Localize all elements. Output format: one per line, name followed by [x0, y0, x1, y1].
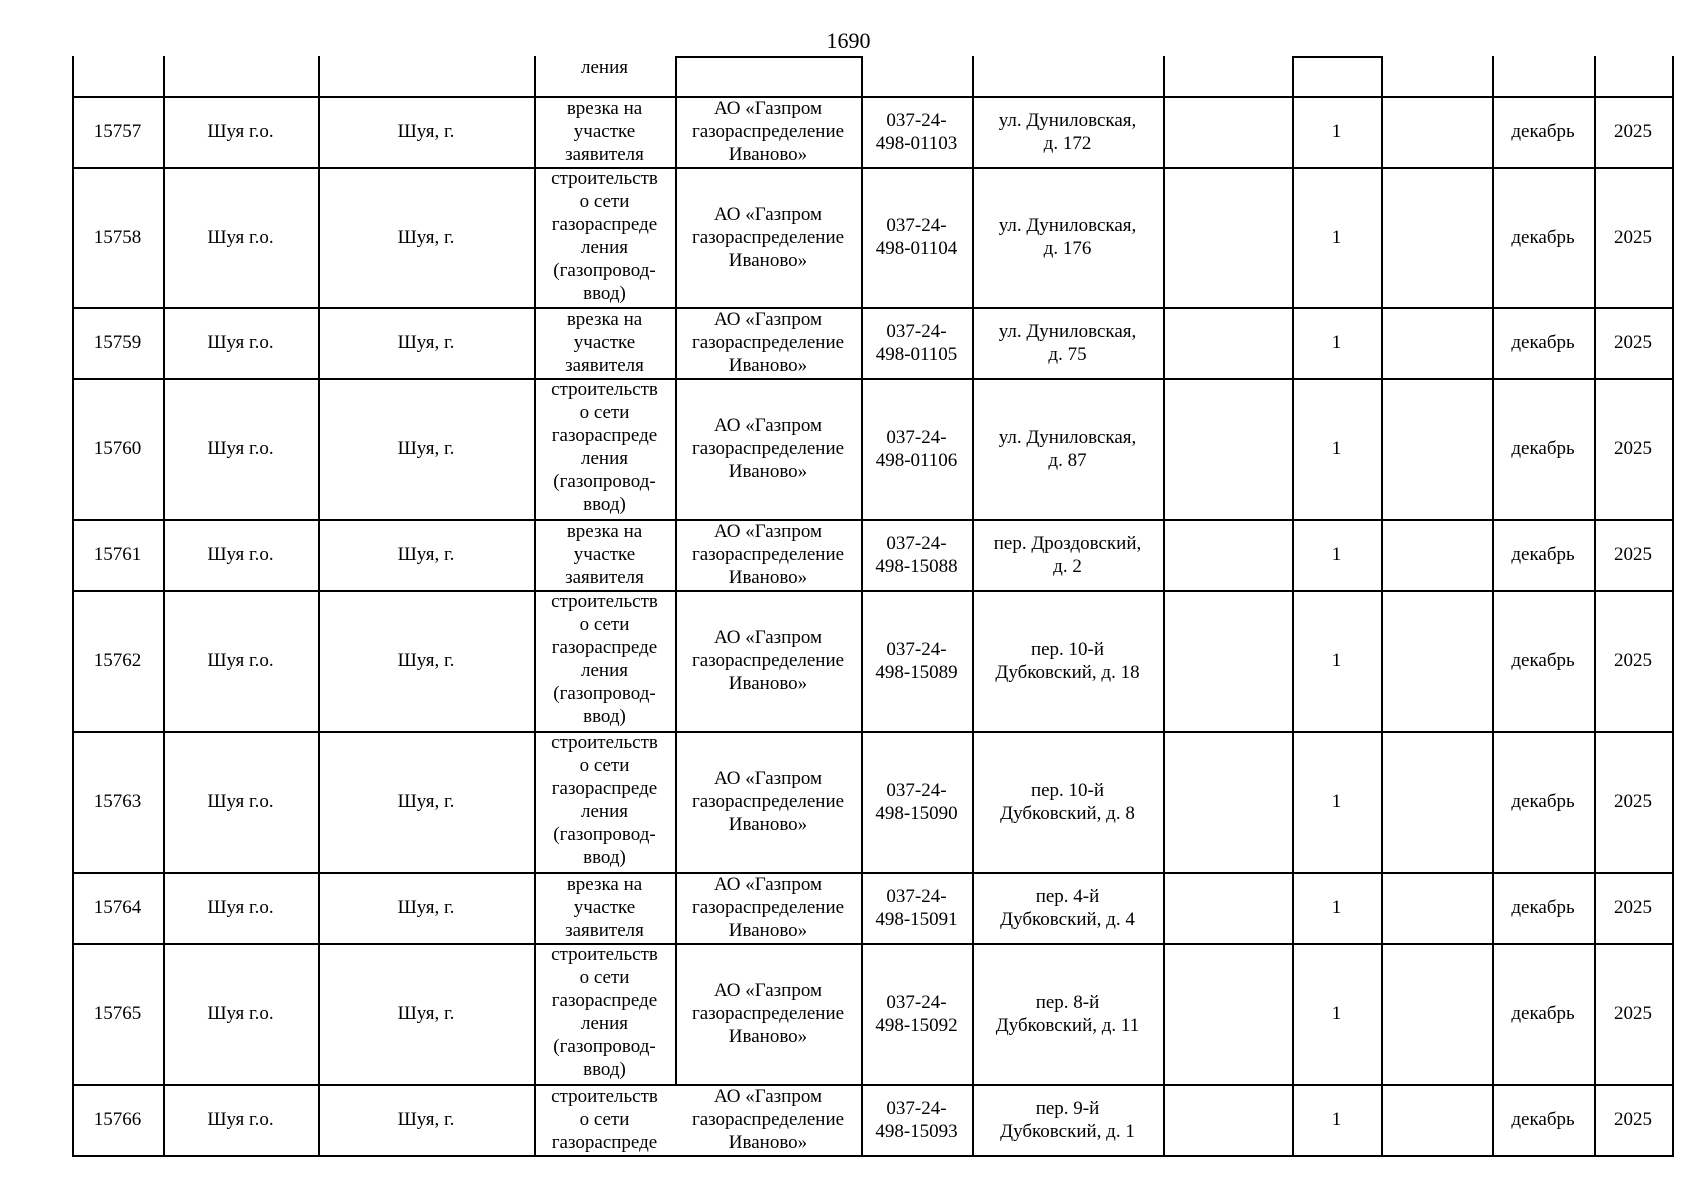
- cell-code: 037-24- 498-15089: [875, 638, 958, 683]
- cell-work-type: врезка на участке заявителя: [565, 309, 644, 376]
- cell-num: 15759: [93, 332, 142, 353]
- cell-district: Шуя г.о.: [207, 1003, 274, 1024]
- cell-org: АО «Газпром газораспределение Иваново»: [691, 768, 845, 835]
- cell-district: Шуя г.о.: [207, 650, 274, 671]
- cell-settlement: Шуя, г.: [397, 897, 455, 918]
- cell-work-type: строительств о сети газораспреде: [551, 1086, 658, 1153]
- cell-qty: 1: [1331, 650, 1342, 671]
- cell-work-type: строительств о сети газораспреде ления (газопровод- ввод): [551, 944, 658, 1080]
- cell-code: 037-24- 498-15093: [875, 1097, 958, 1142]
- cell-qty: 1: [1331, 1003, 1342, 1024]
- cell-work-type: строительств о сети газораспреде ления (газопровод- ввод): [551, 591, 658, 727]
- cell-num: 15763: [93, 791, 142, 812]
- cell-address: ул. Дуниловская, д. 87: [998, 426, 1137, 471]
- cell-address: пер. 10-й Дубковский, д. 18: [995, 638, 1140, 683]
- cell-year: 2025: [1614, 650, 1652, 671]
- cell-work-type: строительств о сети газораспреде ления (газопровод- ввод): [551, 732, 658, 868]
- cell-org: АО «Газпром газораспределение Иваново»: [691, 1086, 845, 1153]
- cell-address: пер. 8-й Дубковский, д. 11: [995, 991, 1140, 1036]
- cell-address: ул. Дуниловская, д. 172: [998, 109, 1137, 154]
- cell-district: Шуя г.о.: [207, 438, 274, 459]
- cell-month: декабрь: [1511, 1109, 1575, 1130]
- cell-num: 15766: [93, 1109, 142, 1130]
- cell-district: Шуя г.о.: [207, 226, 274, 248]
- cell-address: пер. 4-й Дубковский, д. 4: [1000, 885, 1135, 930]
- cell-org: АО «Газпром газораспределение Иваново»: [691, 627, 845, 694]
- cell-num: 15761: [93, 544, 142, 565]
- cell-settlement: Шуя, г.: [397, 438, 455, 459]
- cell-org: АО «Газпром газораспределение Иваново»: [691, 874, 845, 941]
- cell-district: Шуя г.о.: [207, 1109, 274, 1130]
- cell-settlement: Шуя, г.: [397, 332, 455, 353]
- cell-code: 037-24- 498-15092: [875, 991, 958, 1036]
- cell-work-type: строительств о сети газораспреде ления (газопровод- ввод): [551, 168, 658, 304]
- cell-address: пер. 10-й Дубковский, д. 8: [1000, 779, 1135, 824]
- cell-code: 037-24- 498-15091: [875, 885, 958, 930]
- cell-year: 2025: [1614, 544, 1652, 565]
- cell-month: декабрь: [1511, 544, 1575, 565]
- cell-code: 037-24- 498-15090: [875, 779, 958, 824]
- cell-work-type: врезка на участке заявителя: [565, 98, 644, 165]
- cell-work-type: строительств о сети газораспреде ления (газопровод- ввод): [551, 379, 658, 515]
- cell-district: Шуя г.о.: [207, 332, 274, 353]
- cell-address: ул. Дуниловская, д. 75: [998, 320, 1137, 365]
- cell-num: 15762: [93, 650, 142, 671]
- cell-month: декабрь: [1511, 121, 1575, 142]
- cell-month: декабрь: [1511, 1003, 1575, 1024]
- cell-month: декабрь: [1511, 650, 1575, 671]
- cell-qty: 1: [1331, 226, 1342, 248]
- cell-settlement: Шуя, г.: [397, 1003, 455, 1024]
- page-number: 1690: [826, 28, 871, 53]
- column-border: [1381, 56, 1383, 1157]
- cell-settlement: Шуя, г.: [397, 544, 455, 565]
- cell-num: 15760: [93, 438, 142, 459]
- cell-org: АО «Газпром газораспределение Иваново»: [691, 98, 845, 165]
- row-border: [675, 56, 861, 58]
- cell-num: 15764: [93, 897, 142, 918]
- cell-district: Шуя г.о.: [207, 791, 274, 812]
- cell-year: 2025: [1614, 121, 1652, 142]
- cell-qty: 1: [1331, 544, 1342, 565]
- cell-settlement: Шуя, г.: [397, 791, 455, 812]
- cell-num: 15758: [93, 226, 142, 248]
- cell-qty: 1: [1331, 121, 1342, 142]
- cell-month: декабрь: [1511, 791, 1575, 812]
- cell-district: Шуя г.о.: [207, 544, 274, 565]
- row-border: [1292, 56, 1381, 58]
- cell-org: АО «Газпром газораспределение Иваново»: [691, 521, 845, 588]
- cell-work-type: врезка на участке заявителя: [565, 521, 644, 588]
- cell-month: декабрь: [1511, 897, 1575, 918]
- cell-num: 15757: [93, 121, 142, 142]
- cell-year: 2025: [1614, 791, 1652, 812]
- cell-code: 037-24- 498-01105: [875, 320, 958, 365]
- cell-year: 2025: [1614, 438, 1652, 459]
- cell-qty: 1: [1331, 897, 1342, 918]
- cell-settlement: Шуя, г.: [397, 1109, 455, 1130]
- cell-month: декабрь: [1511, 438, 1575, 459]
- cell-qty: 1: [1331, 791, 1342, 812]
- row-border: [72, 1155, 1672, 1157]
- cell-qty: 1: [1331, 1109, 1342, 1130]
- continued-work-type-cell: ления: [581, 57, 628, 78]
- cell-settlement: Шуя, г.: [397, 226, 455, 248]
- cell-code: 037-24- 498-01103: [875, 109, 958, 154]
- cell-num: 15765: [93, 1003, 142, 1024]
- cell-address: пер. Дроздовский, д. 2: [993, 532, 1142, 577]
- cell-year: 2025: [1614, 897, 1652, 918]
- cell-org: АО «Газпром газораспределение Иваново»: [691, 980, 845, 1047]
- cell-year: 2025: [1614, 1109, 1652, 1130]
- column-border: [1163, 56, 1165, 1157]
- cell-org: АО «Газпром газораспределение Иваново»: [691, 203, 845, 271]
- cell-qty: 1: [1331, 332, 1342, 353]
- cell-settlement: Шуя, г.: [397, 121, 455, 142]
- cell-month: декабрь: [1511, 332, 1575, 353]
- cell-address: ул. Дуниловская, д. 176: [998, 215, 1137, 259]
- cell-year: 2025: [1614, 226, 1652, 248]
- cell-address: пер. 9-й Дубковский, д. 1: [1000, 1097, 1135, 1142]
- cell-year: 2025: [1614, 332, 1652, 353]
- cell-district: Шуя г.о.: [207, 897, 274, 918]
- cell-org: АО «Газпром газораспределение Иваново»: [691, 415, 845, 482]
- cell-settlement: Шуя, г.: [397, 650, 455, 671]
- cell-org: АО «Газпром газораспределение Иваново»: [691, 309, 845, 376]
- column-border: [1672, 56, 1674, 1157]
- cell-district: Шуя г.о.: [207, 121, 274, 142]
- cell-code: 037-24- 498-01106: [875, 426, 958, 471]
- cell-year: 2025: [1614, 1003, 1652, 1024]
- cell-work-type: врезка на участке заявителя: [565, 874, 644, 941]
- cell-qty: 1: [1331, 438, 1342, 459]
- cell-month: декабрь: [1511, 226, 1575, 248]
- cell-code: 037-24- 498-01104: [875, 215, 958, 259]
- cell-code: 037-24- 498-15088: [875, 532, 958, 577]
